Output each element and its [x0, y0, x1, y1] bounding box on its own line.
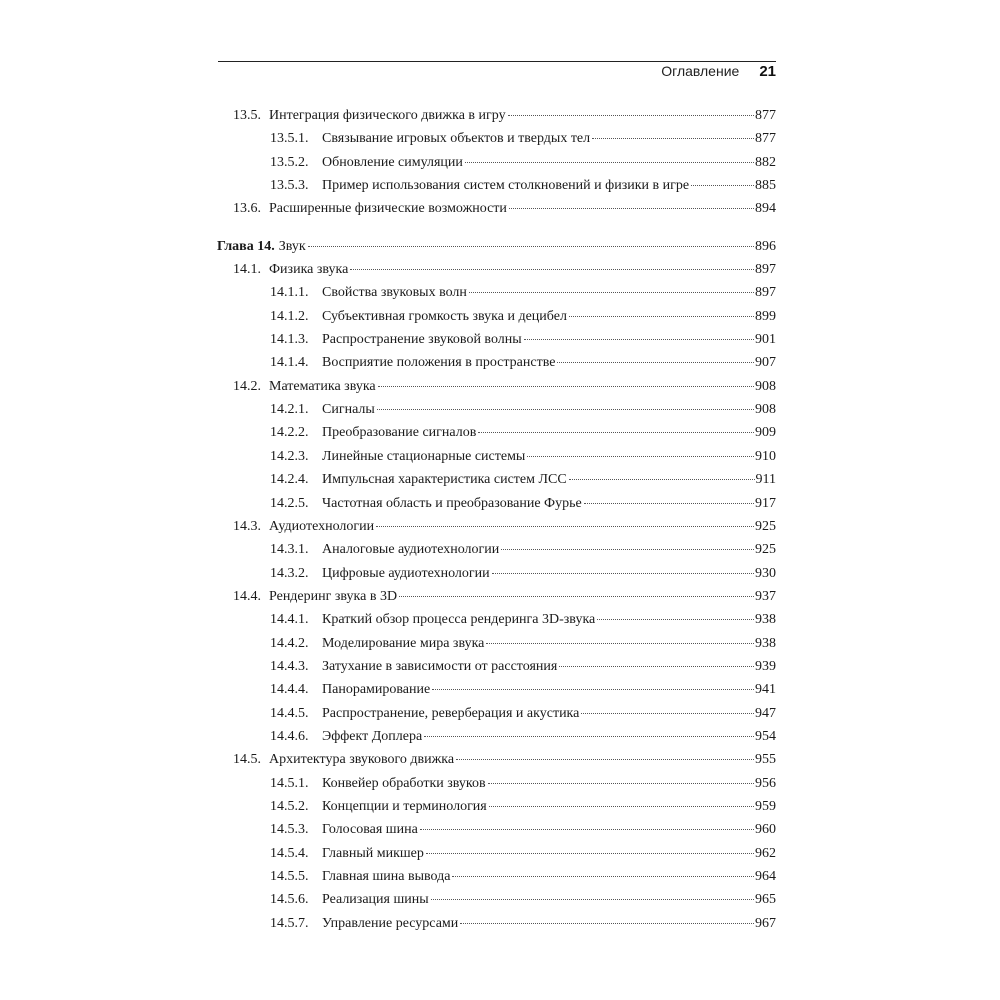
- entry-page-number: 960: [755, 822, 776, 838]
- toc-subsection-entry: [217, 632, 776, 655]
- entry-title: Сигналы: [322, 402, 375, 418]
- entry-number: 14.5.7.: [270, 915, 309, 931]
- entry-number: 14.5.3.: [270, 822, 309, 838]
- toc-subsection-entry: [217, 351, 776, 374]
- toc-subsection-entry: [217, 305, 776, 328]
- entry-title: Реализация шины: [322, 892, 429, 908]
- entry-title: Рендеринг звука в 3D: [269, 588, 398, 604]
- entry-number: 14.2.5.: [270, 495, 309, 511]
- entry-title: Субъективная громкость звука и децибел: [322, 308, 567, 324]
- entry-number: 14.1.2.: [270, 308, 309, 324]
- dot-leader: [488, 783, 754, 784]
- toc-subsection-entry: [217, 538, 776, 561]
- entry-number: 14.5.4.: [270, 845, 309, 861]
- entry-title: Голосовая шина: [322, 822, 418, 838]
- entry-title: Аналоговые аудиотехнологии: [322, 542, 500, 558]
- toc-section-entry: [217, 197, 776, 220]
- toc-subsection-entry: [217, 468, 776, 491]
- entry-number: 14.5.: [233, 752, 261, 768]
- entry-title: Распространение, реверберация и акустика: [322, 705, 580, 721]
- entry-page-number: 962: [755, 845, 776, 861]
- toc-subsection-entry: [217, 562, 776, 585]
- entry-title: Эффект Доплера: [322, 728, 423, 744]
- entry-title: Расширенные физические возможности: [269, 201, 507, 217]
- entry-title: Главный микшер: [322, 845, 424, 861]
- entry-number: 14.5.1.: [270, 775, 309, 791]
- entry-number: 14.5.5.: [270, 869, 309, 884]
- toc-chapter-entry: [217, 235, 776, 258]
- entry-page-number: 897: [755, 285, 776, 301]
- entry-page-number: 967: [755, 915, 776, 931]
- entry-page-number: 901: [755, 332, 776, 348]
- entry-title: Моделирование мира звука: [322, 635, 485, 651]
- entry-title: Физика звука: [269, 262, 349, 278]
- entry-title: Краткий обзор процесса рендеринга 3D-звука: [322, 612, 596, 628]
- dot-leader: [569, 316, 754, 317]
- toc-subsection-entry: [217, 127, 776, 150]
- entry-title: Преобразование сигналов: [322, 425, 477, 441]
- dot-leader: [501, 549, 754, 550]
- entry-page-number: 899: [755, 308, 776, 324]
- entry-page-number: 877: [755, 131, 776, 147]
- dot-leader: [377, 409, 754, 410]
- dot-leader: [308, 246, 754, 247]
- dot-leader: [559, 666, 754, 667]
- entry-page-number: 938: [755, 635, 776, 651]
- entry-page-number: 909: [755, 425, 776, 441]
- entry-page-number: 939: [755, 658, 776, 674]
- entry-page-number: 964: [755, 869, 776, 884]
- toc-subsection-entry: [217, 725, 776, 748]
- toc-subsection-entry: [217, 888, 776, 911]
- entry-page-number: 896: [755, 238, 776, 254]
- toc-section-entry: [217, 375, 776, 398]
- dot-leader: [350, 269, 754, 270]
- entry-number: 14.5.2.: [270, 798, 309, 814]
- entry-title: Распространение звуковой волны: [322, 332, 522, 348]
- entry-page-number: 911: [755, 472, 776, 488]
- entry-title: Связывание игровых объектов и твердых тел: [322, 131, 591, 147]
- toc-subsection-entry: [217, 174, 776, 197]
- entry-title: Цифровые аудиотехнологии: [322, 565, 490, 581]
- dot-leader: [489, 806, 754, 807]
- entry-number: 14.3.2.: [270, 565, 309, 581]
- entry-number: 14.2.3.: [270, 448, 309, 464]
- dot-leader: [691, 185, 754, 186]
- toc-subsection-entry: [217, 818, 776, 841]
- page-number: 21: [759, 63, 776, 80]
- entry-number: 14.2.: [233, 378, 261, 394]
- entry-page-number: 908: [755, 402, 776, 418]
- entry-number: 14.4.3.: [270, 658, 309, 674]
- entry-title: Архитектура звукового движка: [269, 752, 455, 768]
- entry-number: 14.4.5.: [270, 705, 309, 721]
- dot-leader: [431, 899, 754, 900]
- entry-number: 13.5.3.: [270, 178, 309, 194]
- entry-number: 14.1.3.: [270, 332, 309, 348]
- dot-leader: [584, 503, 754, 504]
- entry-title: Конвейер обработки звуков: [322, 775, 486, 791]
- entry-page-number: 965: [755, 892, 776, 908]
- toc-section-entry: [217, 258, 776, 281]
- toc-subsection-entry: [217, 421, 776, 444]
- dot-leader: [478, 432, 754, 433]
- entry-number: 14.5.6.: [270, 892, 309, 908]
- dot-leader: [597, 619, 754, 620]
- dot-leader: [509, 208, 754, 209]
- entry-title: Импульсная характеристика систем ЛСС: [322, 472, 567, 488]
- toc-subsection-entry: [217, 655, 776, 678]
- entry-number: 14.2.1.: [270, 402, 309, 418]
- toc-subsection-entry: [217, 912, 776, 935]
- toc-subsection-entry: [217, 772, 776, 795]
- dot-leader: [465, 162, 754, 163]
- dot-leader: [581, 713, 754, 714]
- entry-title: Звук: [278, 238, 306, 254]
- entry-number: 14.3.: [233, 518, 261, 534]
- dot-leader: [420, 829, 754, 830]
- toc-subsection-entry: [217, 842, 776, 865]
- entry-page-number: 907: [755, 355, 776, 371]
- toc-subsection-entry: [217, 398, 776, 421]
- dot-leader: [557, 362, 754, 363]
- dot-leader: [376, 526, 754, 527]
- dot-leader: [592, 138, 754, 139]
- entry-page-number: 897: [755, 262, 776, 278]
- entry-number: Глава 14.: [217, 238, 275, 254]
- dot-leader: [469, 292, 754, 293]
- entry-page-number: 910: [755, 448, 776, 464]
- entry-title: Панорамирование: [322, 682, 431, 698]
- entry-page-number: 941: [755, 682, 776, 698]
- entry-page-number: 954: [755, 728, 776, 744]
- entry-page-number: 925: [755, 518, 776, 534]
- running-head-title: Оглавление: [661, 63, 740, 79]
- entry-number: 14.4.2.: [270, 635, 309, 651]
- entry-page-number: 930: [755, 565, 776, 581]
- entry-title: Линейные стационарные системы: [322, 448, 526, 464]
- entry-number: 14.2.4.: [270, 472, 309, 488]
- dot-leader: [460, 923, 754, 924]
- toc-subsection-entry: [217, 492, 776, 515]
- dot-leader: [492, 573, 754, 574]
- entry-number: 14.2.2.: [270, 425, 309, 441]
- entry-page-number: 959: [755, 798, 776, 814]
- toc-subsection-entry: [217, 702, 776, 725]
- dot-leader: [452, 876, 754, 877]
- entry-page-number: 925: [755, 542, 776, 558]
- toc-section-entry: [217, 515, 776, 538]
- toc-subsection-entry: [217, 608, 776, 631]
- entry-number: 14.4.: [233, 588, 261, 604]
- entry-page-number: 908: [755, 378, 776, 394]
- dot-leader: [456, 759, 754, 760]
- entry-title: Управление ресурсами: [322, 915, 459, 931]
- dot-leader: [378, 386, 754, 387]
- toc-subsection-entry: [217, 445, 776, 468]
- entry-page-number: 956: [755, 775, 776, 791]
- toc-section-entry: [217, 585, 776, 608]
- entry-title: Свойства звуковых волн: [322, 285, 467, 301]
- entry-page-number: 894: [755, 201, 776, 217]
- entry-number: 13.5.: [233, 108, 261, 123]
- dot-leader: [432, 689, 754, 690]
- toc-subsection-entry: [217, 281, 776, 304]
- entry-title: Интеграция физического движка в игру: [269, 108, 506, 123]
- entry-number: 13.5.2.: [270, 154, 309, 170]
- entry-page-number: 955: [755, 752, 776, 768]
- entry-number: 14.4.1.: [270, 612, 309, 628]
- entry-title: Главная шина вывода: [322, 869, 451, 884]
- entry-title: Восприятие положения в пространстве: [322, 355, 556, 371]
- entry-number: 14.4.4.: [270, 682, 309, 698]
- toc-subsection-entry: [217, 151, 776, 174]
- entry-title: Частотная область и преобразование Фурье: [322, 495, 582, 511]
- entry-title: Математика звука: [269, 378, 376, 394]
- entry-title: Пример использования систем столкновений и физики в игре: [322, 178, 690, 194]
- header-rule: [218, 61, 776, 62]
- entry-number: 14.1.4.: [270, 355, 309, 371]
- dot-leader: [399, 596, 754, 597]
- entry-title: Обновление симуляции: [322, 154, 463, 170]
- entry-title: Затухание в зависимости от расстояния: [322, 658, 558, 674]
- toc-subsection-entry: [217, 865, 776, 888]
- toc-section-entry: [217, 104, 776, 127]
- entry-title: Аудиотехнологии: [269, 518, 375, 534]
- entry-number: 14.4.6.: [270, 728, 309, 744]
- dot-leader: [486, 643, 754, 644]
- entry-page-number: 885: [755, 178, 776, 194]
- entry-page-number: 917: [755, 495, 776, 511]
- dot-leader: [508, 115, 754, 116]
- running-head: [661, 63, 776, 80]
- entry-page-number: 938: [755, 612, 776, 628]
- entry-page-number: 937: [755, 588, 776, 604]
- dot-leader: [426, 853, 754, 854]
- dot-leader: [424, 736, 754, 737]
- entry-number: 14.1.: [233, 262, 261, 278]
- toc-section-entry: [217, 748, 776, 771]
- toc-subsection-entry: [217, 795, 776, 818]
- dot-leader: [527, 456, 754, 457]
- entry-page-number: 877: [755, 108, 776, 123]
- entry-title: Концепции и терминология: [322, 798, 487, 814]
- dot-leader: [569, 479, 755, 480]
- entry-number: 14.1.1.: [270, 285, 309, 301]
- table-of-contents: [217, 104, 776, 935]
- entry-number: 13.6.: [233, 201, 261, 217]
- entry-page-number: 947: [755, 705, 776, 721]
- entry-number: 14.3.1.: [270, 542, 309, 558]
- toc-subsection-entry: [217, 328, 776, 351]
- entry-number: 13.5.1.: [270, 131, 309, 147]
- dot-leader: [524, 339, 754, 340]
- toc-subsection-entry: [217, 678, 776, 701]
- entry-page-number: 882: [755, 154, 776, 170]
